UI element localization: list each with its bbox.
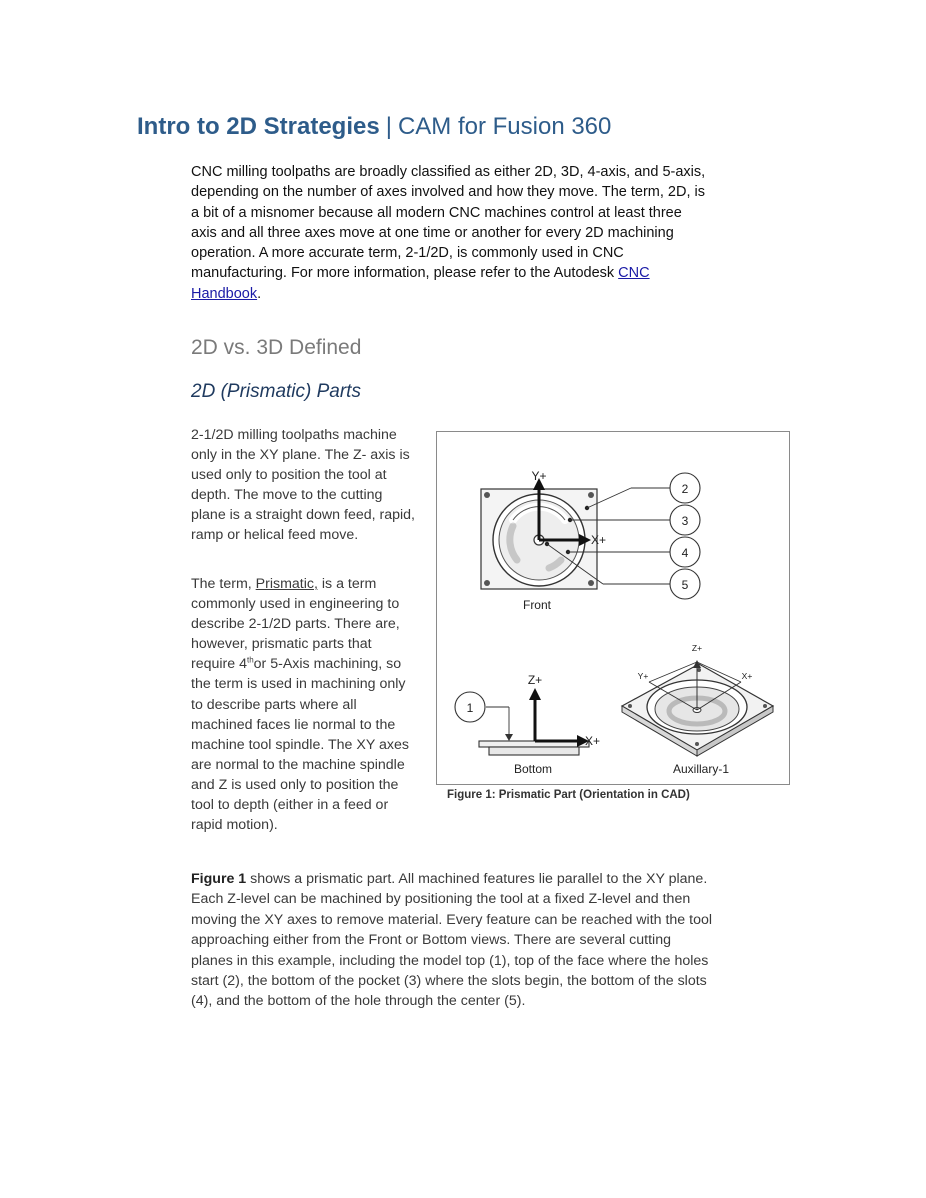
intro-paragraph (191, 162, 711, 304)
title-main: Intro to 2D Strategies (137, 113, 380, 140)
page-title (137, 113, 611, 141)
callout-1-label: 1 (466, 701, 474, 715)
prismatic-paragraph (191, 574, 419, 835)
aux-view-label: Auxillary-1 (672, 762, 730, 776)
bottom-x-label: X+ (585, 734, 601, 748)
title-separator: | (385, 113, 392, 140)
leader-1-arrow (505, 734, 513, 741)
figure-description-paragraph (191, 869, 716, 1012)
figure-caption: Figure 1: Prismatic Part (Orientation in CAD) (447, 789, 690, 801)
section-heading: 2D vs. 3D Defined (191, 336, 362, 359)
front-hole-br (588, 580, 594, 586)
aux-hole-bottom (695, 742, 699, 746)
bottom-view-label: Bottom (513, 762, 553, 776)
front-y-label: Y+ (531, 469, 547, 483)
bottom-z-arrow (529, 688, 541, 700)
figure-drawing (437, 432, 789, 784)
prismatic-text-before: The term, (191, 576, 256, 592)
prismatic-text-middle: is a term commonly used in engineering to describe 2-1/2D parts. There are, however, prismatic parts that require 4 (191, 576, 400, 673)
bottom-body (489, 747, 579, 755)
intro-end: . (257, 285, 262, 302)
aux-y-label: Y+ (637, 671, 649, 681)
title-sub: CAM for Fusion 360 (397, 113, 612, 140)
callout-4-label: 4 (681, 546, 689, 560)
prismatic-text-after: or 5-Axis machining, so the term is used in machining only to describe parts where all machined faces lie normal to the machine tool spindle. The XY axes are normal to the machine spindle and Z is used only to position the tool to depth (either in a feed or rapid motion). (191, 656, 409, 834)
callout-5-label: 5 (681, 578, 689, 592)
callout-2-label: 2 (681, 482, 689, 496)
bottom-z-label: Z+ (527, 673, 543, 687)
subsection-heading: 2D (Prismatic) Parts (191, 381, 361, 402)
intro-text: CNC milling toolpaths are broadly classified as either 2D, 3D, 4-axis, and 5-axis, depending on the number of axes involved and how they move. The term, 2D, is a bit of a misnomer because all modern CNC machines control at least three axis and all three axes move at one time or another for every 2D machining operation. A more accurate term, 2-1/2D, is commonly used in CNC manufacturing. For more information, please refer to the Autodesk (191, 164, 706, 282)
prismatic-term: Prismatic, (255, 576, 318, 592)
front-x-label: X+ (591, 533, 607, 547)
prismatic-part-figure (436, 431, 790, 785)
front-hole-tl (484, 492, 490, 498)
cnc-handbook-link[interactable]: CNC Handbook (191, 265, 650, 302)
figure-reference: Figure 1 (191, 871, 247, 887)
front-hole-tr (588, 492, 594, 498)
callout-3-label: 3 (681, 514, 689, 528)
front-view-label: Front (522, 598, 552, 612)
front-view (481, 478, 670, 589)
front-hole-bl (484, 580, 490, 586)
bottom-view (479, 688, 589, 755)
aux-hole-left (628, 704, 632, 708)
aux-hole-top (697, 668, 701, 672)
aux-hole-right (763, 704, 767, 708)
superscript-th: th (247, 655, 254, 665)
milling-paragraph: 2-1/2D milling toolpaths machine only in the XY plane. The Z- axis is used only to position the tool at depth. The move to the cutting plane is a straight down feed, rapid, ramp or helical feed move. (191, 427, 415, 544)
aux-z-label: Z+ (691, 643, 703, 653)
figure-description-text: shows a prismatic part. All machined features lie parallel to the XY plane. Each Z-level can be machined by positioning the tool at a fixed Z-level and then moving the XY axes to remove material. Every feature can be reached with the tool approaching either from the Front or Bottom views. There are several cutting planes in this example, including the model top (1), top of the face where the holes start (2), the bottom of the pocket (3) where the slots begin, the bottom of the slots (4), and the bottom of the hole through the center (5). (191, 871, 713, 1010)
aux-x-label: X+ (741, 671, 753, 681)
